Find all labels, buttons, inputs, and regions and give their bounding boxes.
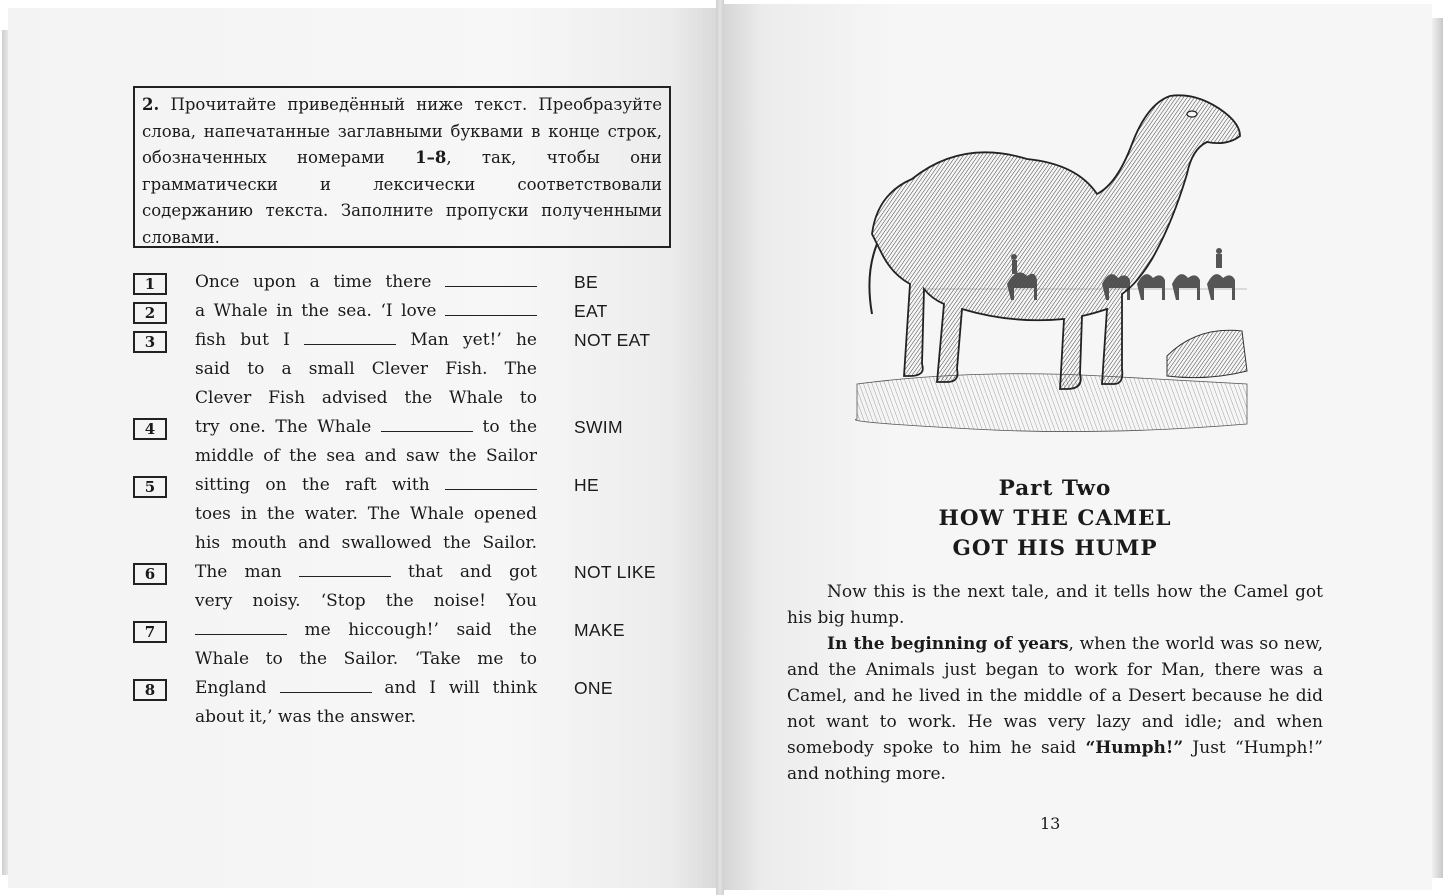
exercise-line xyxy=(133,705,693,734)
task-number: 2. xyxy=(142,95,160,114)
transform-keyword: EAT xyxy=(574,301,608,321)
exercise-line xyxy=(133,415,693,444)
line-text-before: toes in the water. The Whale opened xyxy=(195,504,537,524)
line-text-after: me hiccough!’ said the xyxy=(304,620,537,640)
chapter-title-line-1: HOW THE CAMEL xyxy=(938,506,1172,531)
task-range: 1–8 xyxy=(415,148,447,167)
exercise-line xyxy=(133,328,693,357)
line-number-box: 7 xyxy=(133,621,167,643)
line-text-before: sitting on the raft with xyxy=(195,475,430,495)
line-text xyxy=(195,618,537,642)
line-text xyxy=(195,444,537,468)
line-number-box: 8 xyxy=(133,679,167,701)
line-text-before: Whale to the Sailor. ‘Take me to xyxy=(195,649,537,669)
task-instructions xyxy=(133,86,671,248)
answer-blank[interactable] xyxy=(381,417,473,432)
line-text-before: middle of the sea and saw the Sailor xyxy=(195,446,537,466)
transform-keyword: NOT EAT xyxy=(574,330,651,350)
answer-blank[interactable] xyxy=(445,301,537,316)
exercise-line xyxy=(133,357,693,386)
book-edge-right xyxy=(1431,18,1443,878)
exercise-line xyxy=(133,444,693,473)
transform-keyword: ONE xyxy=(574,678,613,698)
line-number-box: 1 xyxy=(133,273,167,295)
line-text xyxy=(195,270,537,294)
transform-keyword: BE xyxy=(574,272,598,292)
line-text xyxy=(195,560,537,584)
line-text xyxy=(195,299,537,323)
line-text-before: about it,’ was the answer. xyxy=(195,707,417,727)
line-text xyxy=(195,647,537,671)
line-number-box: 3 xyxy=(133,331,167,353)
line-text-before: Clever Fish advised the Whale to xyxy=(195,388,537,408)
exercise-line xyxy=(133,473,693,502)
exercise-line xyxy=(133,531,693,560)
transform-keyword: MAKE xyxy=(574,620,625,640)
exercise-line xyxy=(133,589,693,618)
answer-blank[interactable] xyxy=(304,330,396,345)
line-text-after: and I will think xyxy=(384,678,538,698)
camel-engraving-icon xyxy=(852,84,1252,440)
exercise-line xyxy=(133,386,693,415)
answer-blank[interactable] xyxy=(299,562,391,577)
line-text-before: his mouth and swallowed the Sailor. xyxy=(195,533,537,553)
exercise-line xyxy=(133,618,693,647)
line-text xyxy=(195,676,537,700)
line-text xyxy=(195,328,537,352)
line-text xyxy=(195,357,537,381)
line-text xyxy=(195,473,537,497)
page-number: 13 xyxy=(1040,814,1061,833)
line-text xyxy=(195,502,537,526)
paragraph-2-end: Just “Humph!” and nothing more. xyxy=(787,738,1323,784)
line-number-box: 4 xyxy=(133,418,167,440)
answer-blank[interactable] xyxy=(195,620,287,635)
part-label: Part Two xyxy=(998,476,1112,501)
exercise-line xyxy=(133,647,693,676)
line-text-before: try one. The Whale xyxy=(195,417,372,437)
line-text-before: very noisy. ‘Stop the noise! You xyxy=(195,591,537,611)
line-text-after: Man yet!’ he xyxy=(410,330,537,350)
line-text-before: fish but I xyxy=(195,330,290,350)
line-text xyxy=(195,386,537,410)
line-text-before: Once upon a time there xyxy=(195,272,432,292)
paragraph-2 xyxy=(787,631,1323,787)
line-number-box: 6 xyxy=(133,563,167,585)
line-text-after: that and got xyxy=(408,562,537,582)
transform-keyword: SWIM xyxy=(574,417,623,437)
paragraph-2-text: , when the world was so new, and the Animals just began to work for Man, there was a Camel, and he lived in the middle of a Desert because he did not want to work. He was very lazy and idle; and when somebody spoke to him he said xyxy=(787,634,1323,758)
line-text-before: a Whale in the sea. ‘I love xyxy=(195,301,437,321)
paragraph-1: Now this is the next tale, and it tells how the Camel got his big hump. xyxy=(787,582,1323,628)
exercise-line xyxy=(133,270,693,299)
line-text-after: to the xyxy=(482,417,538,437)
line-text-before: The man xyxy=(195,562,282,582)
task-text-1: Прочитайте приведённый ниже текст. Преобразуйте слова, напечатанные заглавными буквами в конце строк, обозначенных номерами xyxy=(142,95,662,167)
line-number-box: 5 xyxy=(133,476,167,498)
answer-blank[interactable] xyxy=(445,272,537,287)
line-text xyxy=(195,589,537,613)
line-number-box: 2 xyxy=(133,302,167,324)
exercise-line xyxy=(133,676,693,705)
line-text xyxy=(195,415,537,439)
answer-blank[interactable] xyxy=(445,475,537,490)
transform-keyword: HE xyxy=(574,475,599,495)
exercise-line xyxy=(133,299,693,328)
transform-keyword: NOT LIKE xyxy=(574,562,656,582)
book-spine xyxy=(716,0,724,895)
task-text-2: , так, чтобы они грамматически и лексически соответствовали содержанию текста. Заполните пропуски полученными словами. xyxy=(142,148,662,247)
exercise-line xyxy=(133,560,693,589)
paragraph-2-humph: “Humph!” xyxy=(1085,738,1184,758)
line-text-before: England xyxy=(195,678,267,698)
exercise-line xyxy=(133,502,693,531)
answer-blank[interactable] xyxy=(280,678,372,693)
chapter-title-line-2: GOT HIS HUMP xyxy=(952,536,1158,561)
line-text-before: said to a small Clever Fish. The xyxy=(195,359,537,379)
line-text xyxy=(195,531,537,555)
line-text xyxy=(195,705,537,729)
paragraph-2-bold: In the beginning of years xyxy=(827,634,1069,654)
